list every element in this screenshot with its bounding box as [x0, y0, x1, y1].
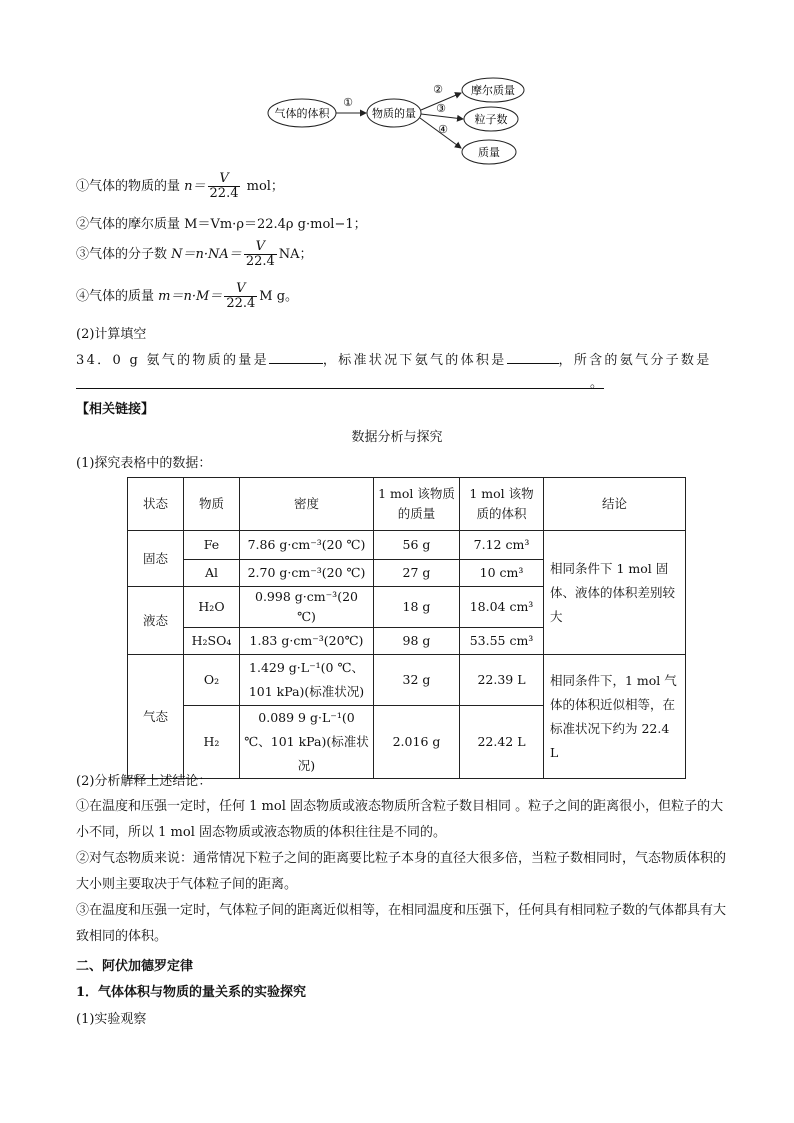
header-substance: 物质: [184, 478, 240, 531]
formula-2: ②气体的摩尔质量 M＝Vm·ρ＝22.4ρ g·mol−1；: [76, 217, 367, 232]
section2-heading: 二、阿伏加德罗定律: [76, 959, 194, 974]
answer-blank-2[interactable]: [507, 363, 559, 364]
calc-end: 。: [590, 376, 604, 391]
formula-4: ④气体的质量 m＝n·M＝ $\frac{V}{22.4}$ M g。: [76, 281, 299, 311]
header-state: 状态: [128, 478, 184, 531]
analysis-p1: ①在温度和压强一定时，任何 1 mol 固态物质或液态物质所含粒子数目相同 。粒子之间的距离很小，但粒子的大小不同，所以 1 mol 固态物质或液态物质的体积往往是不同的。: [76, 799, 724, 840]
state-solid: 固态: [128, 531, 184, 587]
node-gas-volume-label: 气体的体积: [274, 107, 330, 120]
table-row: 气态 O₂ 1.429 g·L⁻¹(0 ℃、101 kPa)(标准状况) 32 g 22.39 L 相同条件下，1 mol 气体的体积近似相等，在标准状况下约为 22.4 L: [128, 655, 686, 706]
section2-item1: 1．气体体积与物质的量关系的实验探究: [76, 985, 307, 1000]
arrow-label-3: ③: [436, 102, 446, 115]
related-title: 数据分析与探究: [351, 430, 443, 445]
relation-diagram: [260, 76, 530, 168]
header-conclusion: 结论: [544, 478, 686, 531]
table-row: 液态 H₂O 0.998 g·cm⁻³(20 ℃) 18 g 18.04 cm³: [128, 587, 686, 628]
header-mass: 1 mol 该物质的质量: [374, 478, 460, 531]
table-row: H₂SO₄ 1.83 g·cm⁻³(20℃) 98 g 53.55 cm³: [128, 628, 686, 655]
section2-sub1: (1)实验观察: [76, 1012, 147, 1027]
state-liquid: 液态: [128, 587, 184, 655]
state-gas: 气态: [128, 655, 184, 779]
fraction: $\frac{V}{22.4}$: [245, 239, 275, 269]
data-table: [127, 477, 686, 779]
arrow-label-1: ①: [343, 96, 353, 109]
fraction: $\frac{V}{22.4}$: [209, 171, 239, 201]
node-molar-mass-label: 摩尔质量: [471, 84, 515, 97]
arrow-label-2: ②: [433, 83, 443, 96]
table-row: H₂ 0.089 9 g·L⁻¹(0 ℃、101 kPa)(标准状况) 2.016 g 22.42 L: [128, 706, 686, 779]
formula-1: ①气体的物质的量 n＝ $\frac{V}{22.4}$ mol；: [76, 171, 284, 201]
table-row: Al 2.70 g·cm⁻³(20 ℃) 27 g 10 cm³: [128, 560, 686, 587]
table-row: 固态 Fe 7.86 g·cm⁻³(20 ℃) 56 g 7.12 cm³ 相同条件下 1 mol 固体、液体的体积差别较大: [128, 531, 686, 560]
node-particles-label: 粒子数: [474, 113, 508, 126]
header-volume: 1 mol 该物质的体积: [460, 478, 544, 531]
conclusion-gas: 相同条件下，1 mol 气体的体积近似相等，在标准状况下约为 22.4 L: [544, 655, 686, 779]
related-sub1: (1)探究表格中的数据：: [76, 456, 212, 471]
fraction: $\frac{V}{22.4}$: [226, 281, 256, 311]
analysis-p3: ③在温度和压强一定时，气体粒子间的距离近似相等，在相同温度和压强下，任何具有相同粒子数的气体都具有大致相同的体积。: [76, 903, 727, 944]
analysis-heading: (2)分析解释上述结论：: [76, 774, 212, 789]
arrow-label-4: ④: [438, 123, 448, 136]
node-mass-label: 质量: [478, 146, 500, 159]
node-amount-label: 物质的量: [372, 107, 416, 120]
analysis-p2: ②对气态物质来说：通常情况下粒子之间的距离要比粒子本身的直径大很多倍，当粒子数相同时，气态物质体积的大小则主要取决于气体粒子间的距离。: [76, 851, 727, 892]
header-density: 密度: [240, 478, 374, 531]
calc-question: 34．0 g 氨气的物质的量是 ，标准状况下氨气的体积是 ，所含的氨气分子数是: [76, 353, 712, 368]
calc-heading: (2)计算填空: [76, 327, 147, 342]
answer-blank-1[interactable]: [269, 363, 323, 364]
related-heading: 【相关链接】: [76, 402, 155, 417]
conclusion-solid-liquid: 相同条件下 1 mol 固体、液体的体积差别较大: [544, 531, 686, 655]
formula-3: ③气体的分子数 N＝n·NA＝ $\frac{V}{22.4}$ NA；: [76, 239, 313, 269]
answer-blank-3[interactable]: [76, 388, 604, 389]
